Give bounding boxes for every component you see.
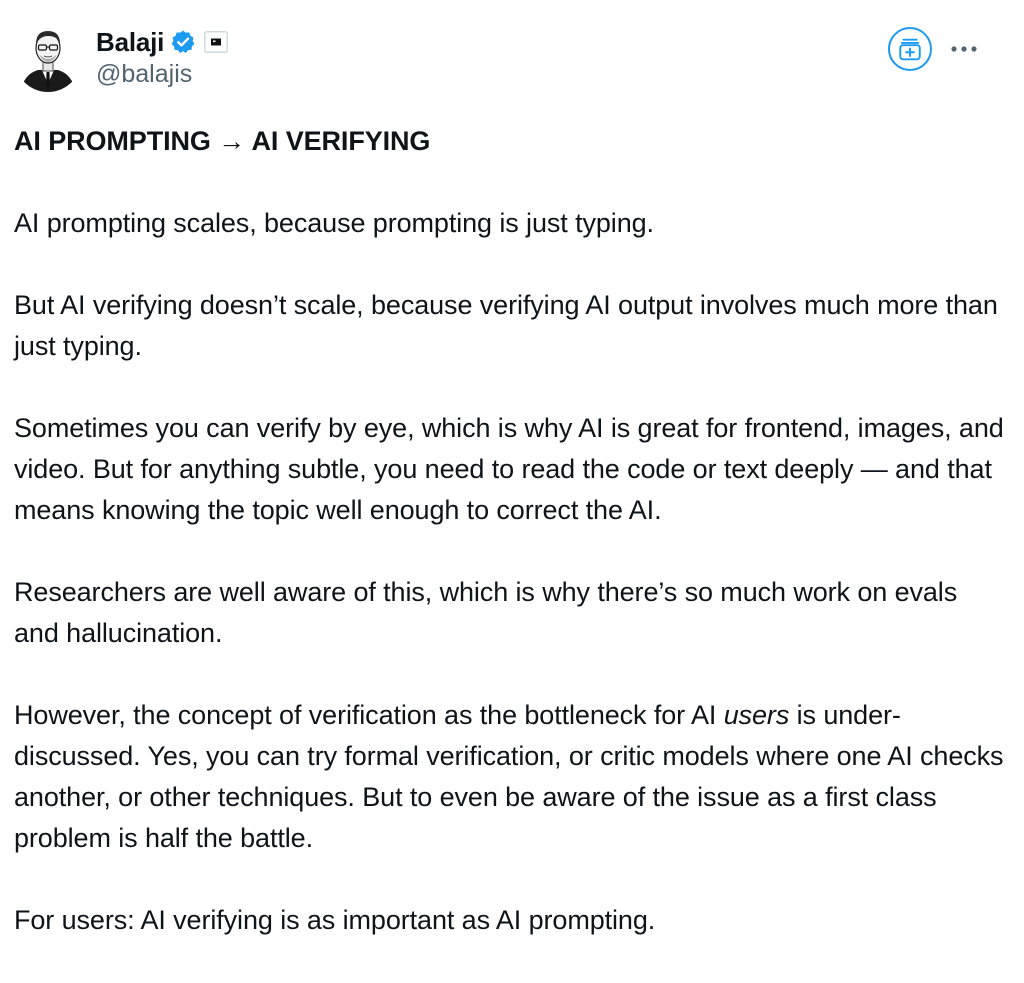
subscribe-add-icon [897, 36, 923, 62]
affiliate-badge-icon[interactable] [204, 31, 228, 53]
name-row [96, 26, 228, 58]
handle[interactable]: @balajis [96, 60, 193, 88]
verified-badge-icon[interactable] [170, 29, 196, 55]
tweet-paragraph-3: Sometimes you can verify by eye, which is why AI is great for frontend, images, and video. But for anything subtle, you need to read the code or text deeply — and that means knowing the topic well enough to correct the AI. [14, 413, 1004, 525]
tweet-paragraph-5-emphasis: users [723, 700, 790, 730]
avatar-illustration [14, 22, 82, 92]
tweet-title: AI PROMPTING → AI VERIFYING [14, 126, 431, 156]
tweet-paragraph-5 [14, 695, 1004, 859]
tweet-paragraph-2: But AI verifying doesn’t scale, because verifying AI output involves much more than just typing. [14, 290, 998, 361]
author-block [96, 26, 228, 89]
display-name[interactable]: Balaji [96, 26, 165, 57]
tweet-header [14, 22, 994, 94]
tweet-paragraph-1: AI prompting scales, because prompting is just typing. [14, 208, 654, 238]
tweet-paragraph-5-start: However, the concept of verification as the bottleneck for AI [14, 700, 724, 730]
tweet-paragraph-6: For users: AI verifying is as important as AI prompting. [14, 905, 656, 935]
avatar[interactable] [14, 22, 82, 92]
tweet-paragraph-4: Researchers are well aware of this, which is why there’s so much work on evals and hallucination. [14, 577, 958, 648]
tweet-paragraph-5-end: is under-discussed. Yes, you can try formal verification, or critic models where one AI checks another, or other techniques. But to even be aware of the issue as a first class problem is half the battle. [14, 700, 1004, 853]
tweet-text [14, 121, 1004, 982]
more-options-button[interactable] [948, 36, 980, 62]
subscribe-button[interactable] [888, 27, 932, 71]
more-dots-icon [950, 45, 978, 53]
